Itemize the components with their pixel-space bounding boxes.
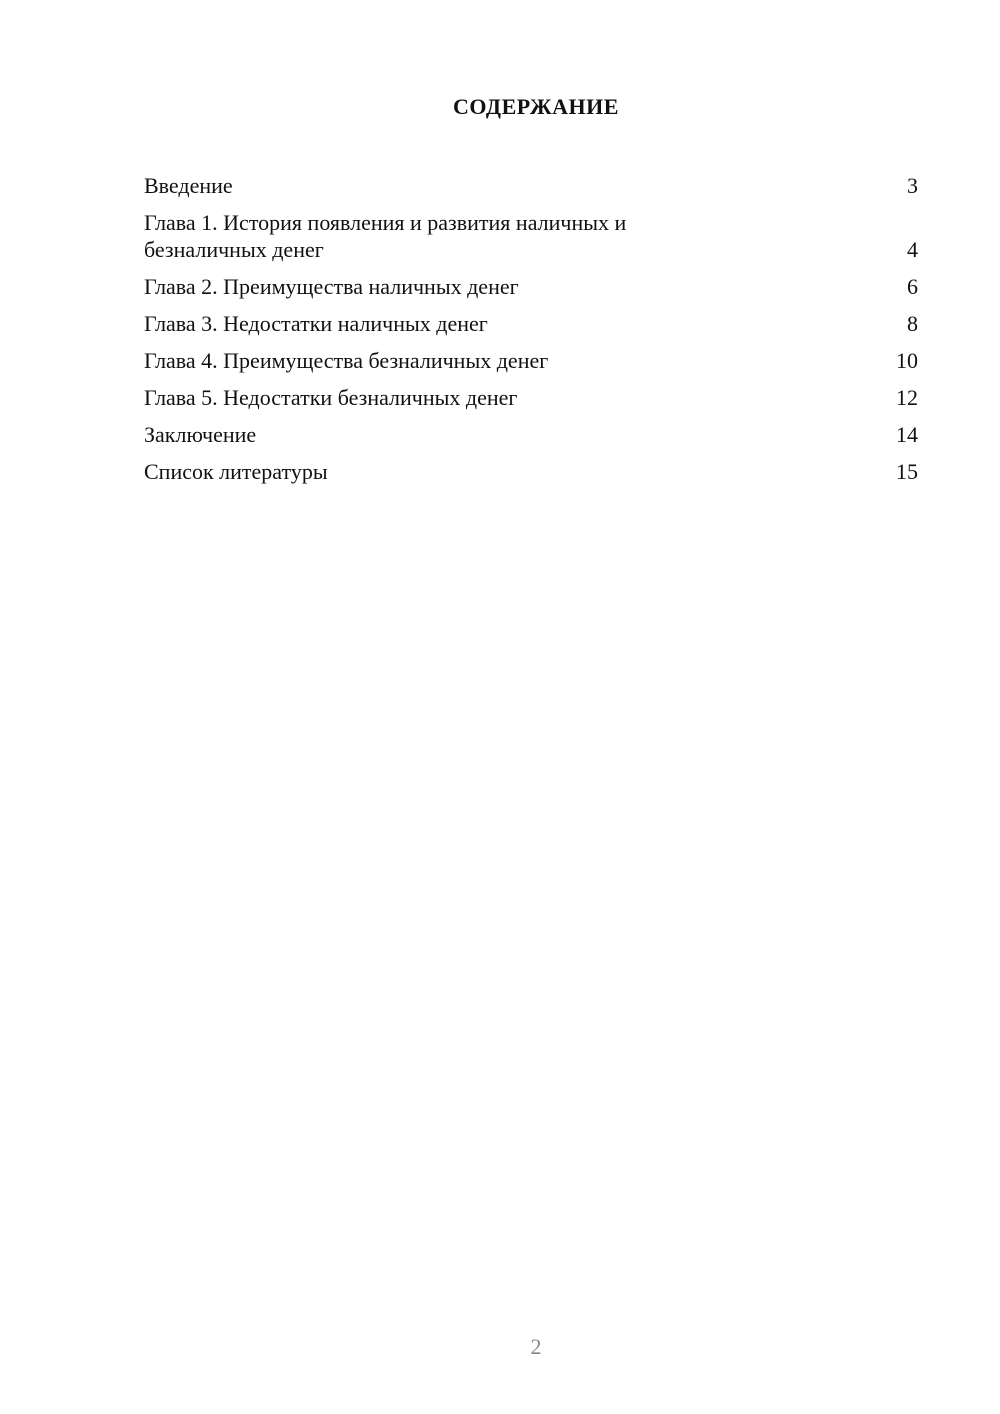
toc-entry-chapter-3 bbox=[144, 310, 920, 337]
toc-entry-label: Глава 3. Недостатки наличных денег bbox=[144, 311, 488, 336]
toc-title: СОДЕРЖАНИЕ bbox=[453, 94, 619, 119]
toc-entry-page: 6 bbox=[907, 274, 918, 299]
toc-entry-label: Глава 2. Преимущества наличных денег bbox=[144, 274, 519, 299]
toc-entry-introduction bbox=[144, 172, 920, 199]
page-number: 2 bbox=[530, 1334, 542, 1359]
toc-entry-page: 10 bbox=[896, 348, 918, 373]
toc-entry-label: Глава 5. Недостатки безналичных денег bbox=[144, 385, 518, 410]
toc-entry-page: 15 bbox=[896, 459, 918, 484]
toc-entry-label: Глава 4. Преимущества безналичных денег bbox=[144, 348, 549, 373]
toc-entry-label: Список литературы bbox=[144, 459, 328, 484]
toc-entry-label: Глава 1. История появления и развития наличных и безналичных денег bbox=[144, 210, 627, 262]
toc-entry-label: Введение bbox=[144, 173, 233, 198]
toc-entry-chapter-2 bbox=[144, 273, 920, 300]
toc-entry-chapter-4 bbox=[144, 347, 920, 374]
toc-entry-page: 8 bbox=[907, 311, 918, 336]
toc-entry-conclusion bbox=[144, 421, 920, 448]
table-of-contents bbox=[144, 172, 920, 495]
toc-entry-label: Заключение bbox=[144, 422, 257, 447]
toc-entry-page: 12 bbox=[896, 385, 918, 410]
toc-entry-chapter-1 bbox=[144, 209, 920, 263]
toc-entry-chapter-5 bbox=[144, 384, 920, 411]
toc-entry-page: 14 bbox=[896, 422, 918, 447]
toc-entry-bibliography bbox=[144, 458, 920, 485]
toc-entry-page: 4 bbox=[907, 237, 918, 262]
toc-entry-page: 3 bbox=[907, 173, 918, 198]
